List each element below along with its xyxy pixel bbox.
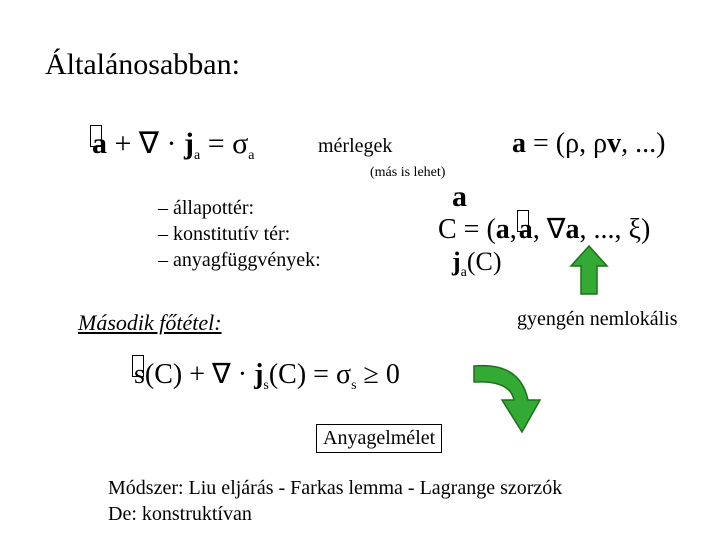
definition-list bbox=[158, 195, 321, 273]
list-item: – anyagfüggvények: bbox=[158, 249, 321, 271]
method-line: Módszer: Liu eljárás - Farkas lemma - Lagrange szorzók bbox=[108, 477, 563, 499]
balance-equation: a + ∇ · $j_a = \sigma_a$ bbox=[92, 127, 255, 163]
list-item: – állapottér: bbox=[158, 197, 255, 219]
entropy-inequality: s(C) + ∇ · $j_s(C) = \sigma_s \ge 0$ bbox=[132, 355, 400, 394]
overset-a: a bbox=[452, 180, 467, 213]
note-text: (más is lehet) bbox=[370, 165, 446, 180]
method-line: De: konstruktívan bbox=[108, 503, 252, 525]
curved-arrow-icon bbox=[468, 356, 550, 448]
nonlocal-label: gyengén nemlokális bbox=[517, 308, 678, 330]
state-vector-equation: a = (ρ, ρv, ...) bbox=[512, 128, 666, 159]
material-function: $j_a(C)$ bbox=[452, 247, 502, 280]
material-theory-box: Anyagelmélet bbox=[316, 424, 442, 453]
second-law-title: Második főtétel: bbox=[78, 310, 222, 335]
up-arrow-icon bbox=[568, 244, 610, 296]
method-text bbox=[108, 475, 562, 527]
constitutive-space-equation: C = (a,a, ∇a, ..., ξ) bbox=[438, 210, 650, 246]
slide-title: Általánosabban: bbox=[45, 48, 240, 81]
balance-label: mérlegek bbox=[318, 135, 393, 157]
list-item: – konstitutív tér: bbox=[158, 223, 291, 245]
